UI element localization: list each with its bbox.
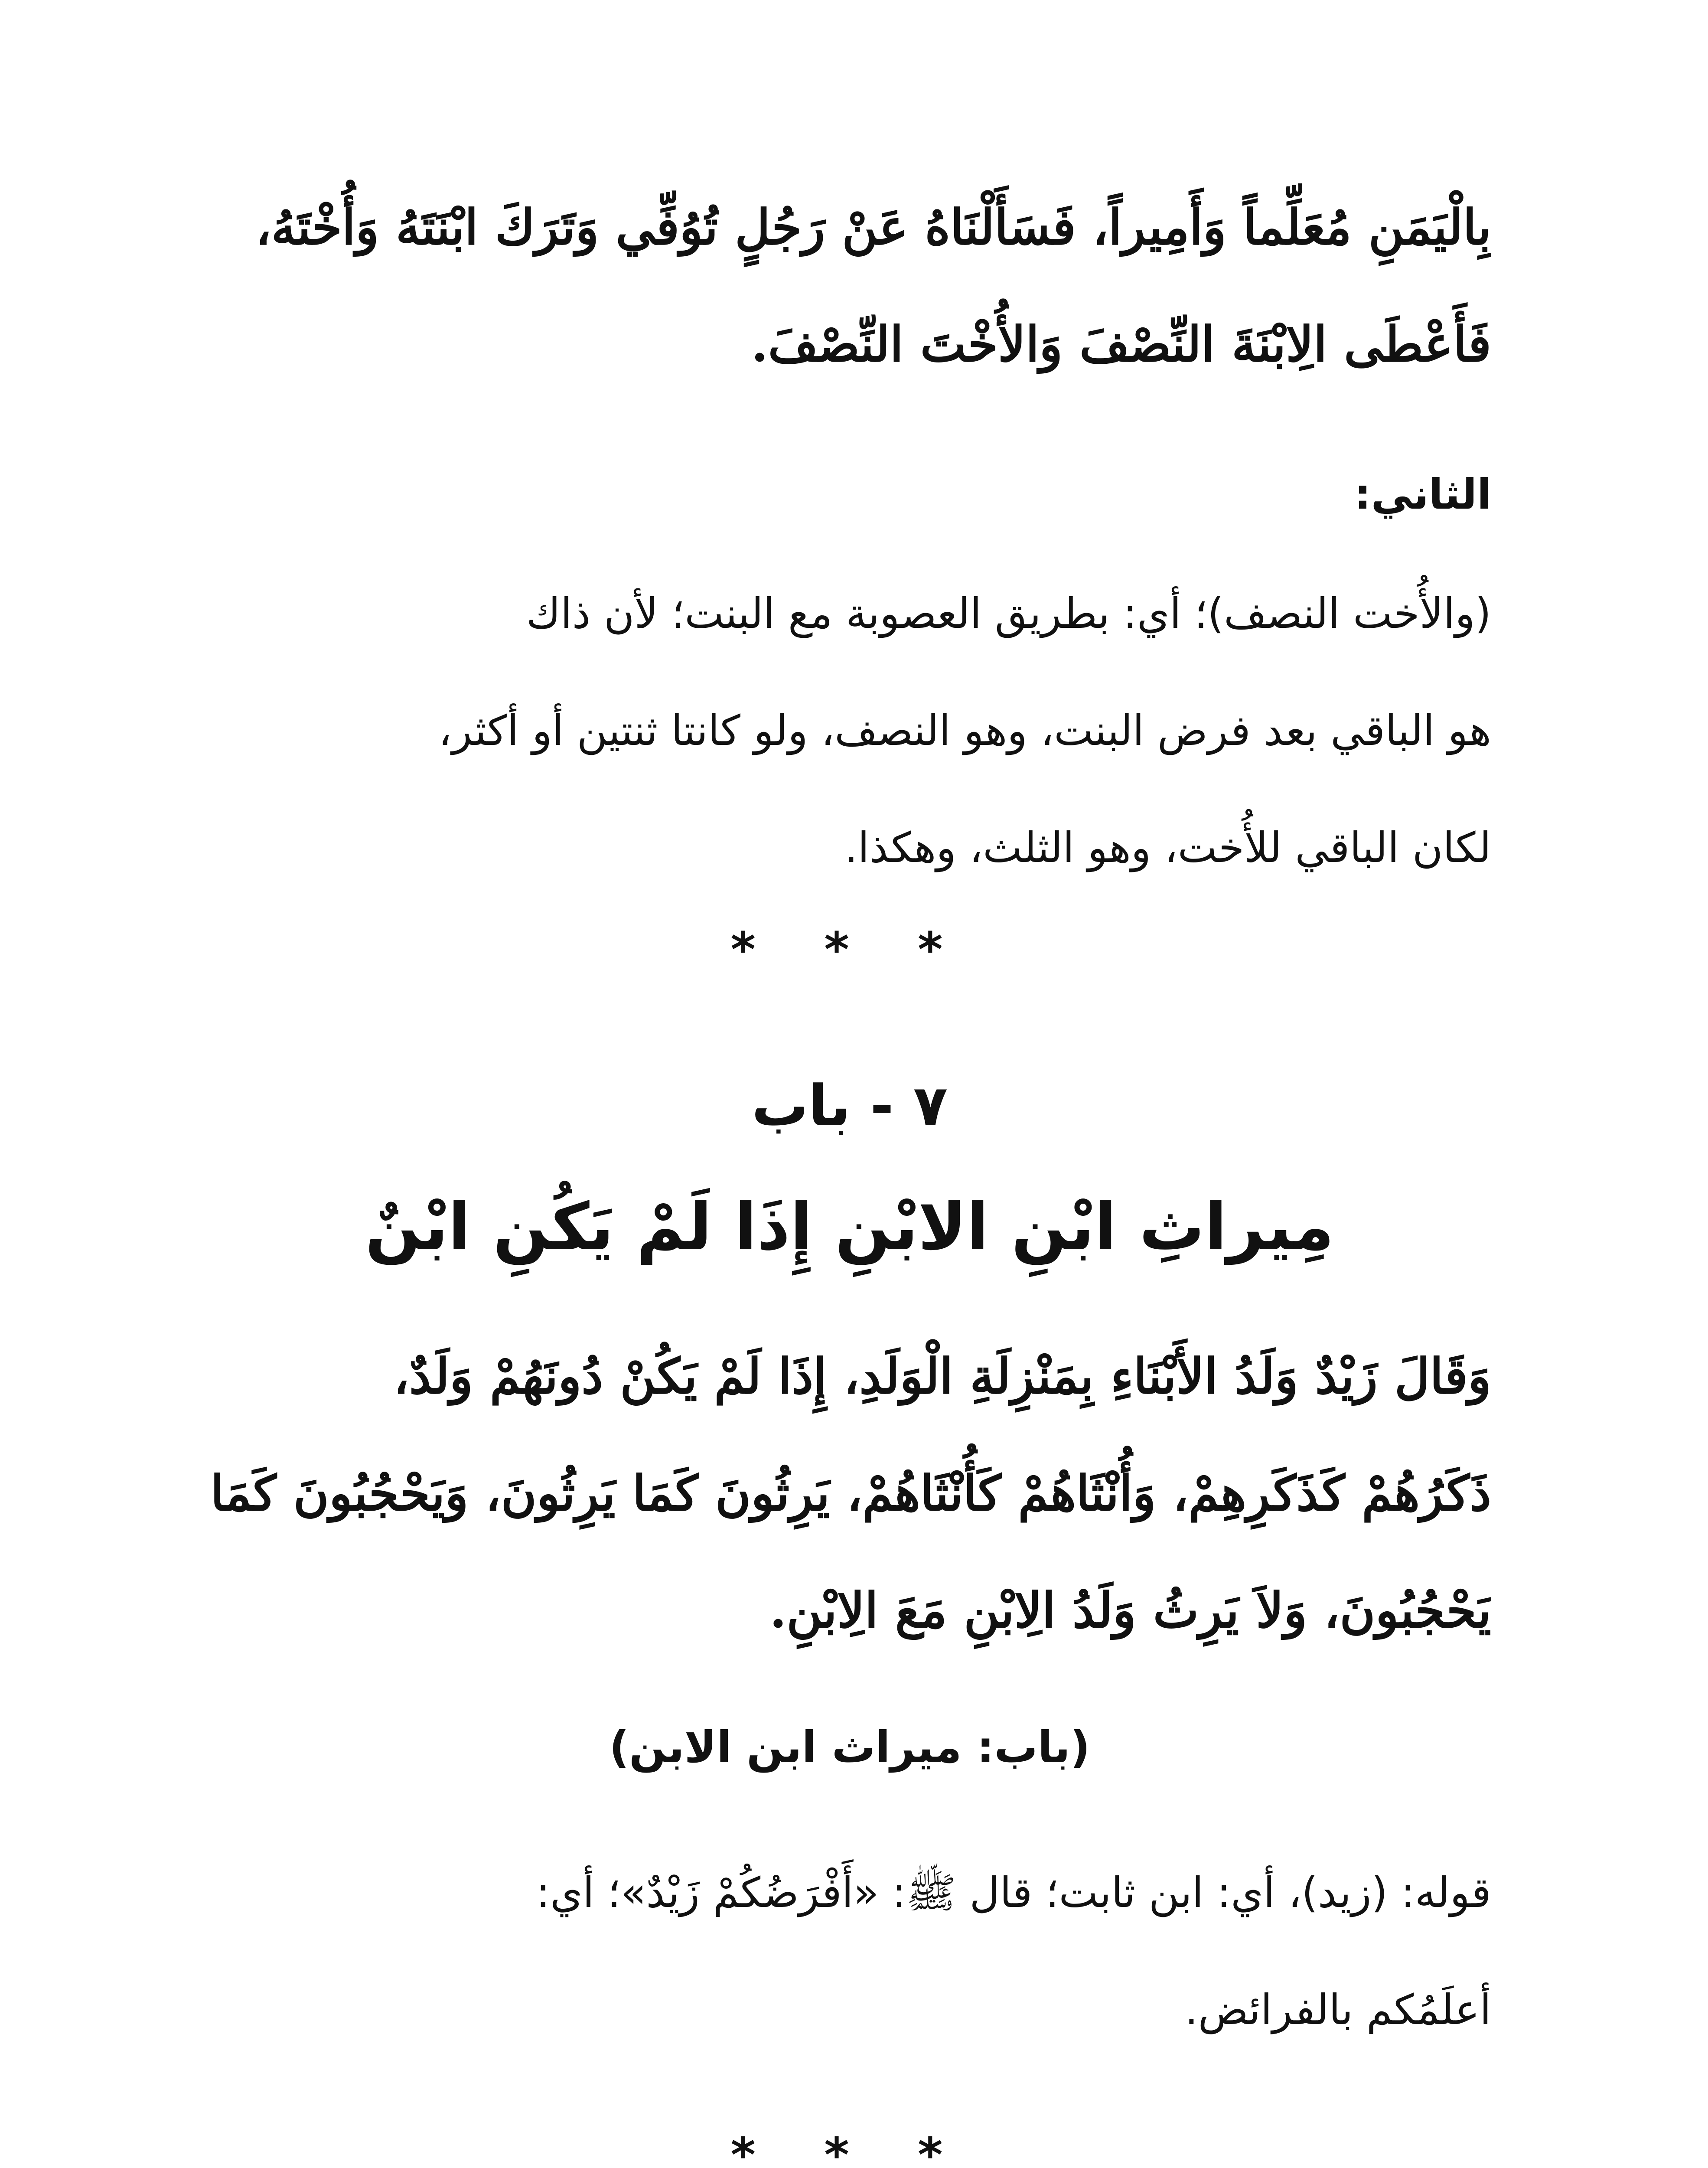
commentary-line: قوله: (زيد)، أي: ابن ثابت؛ قال ﷺ: «أَفْرَضُكُمْ زَيْدٌ»؛ أي:: [536, 1868, 1491, 1917]
commentary-line: هو الباقي بعد فرض البنت، وهو النصف، ولو كانتا ثنتين أو أكثر،: [438, 706, 1491, 755]
second-note-label: الثاني:: [1354, 470, 1491, 519]
zayd-statement-text: [208, 1318, 1491, 1669]
statement-line: ذَكَرُهُمْ كَذَكَرِهِمْ، وَأُنْثَاهُمْ كَأُنْثَاهُمْ، يَرِثُونَ كَمَا يَرِثُونَ، وَيَحْجُبُونَ كَمَا: [210, 1465, 1491, 1522]
section-separator: * * *: [730, 922, 969, 977]
commentary-heading: (باب: ميراث ابن الابن): [609, 1722, 1090, 1773]
statement-line: وَقَالَ زَيْدٌ وَلَدُ الأَبْنَاءِ بِمَنْزِلَةِ الْوَلَدِ، إِذَا لَمْ يَكُنْ دُونَهُمْ وَلَدٌ،: [393, 1348, 1491, 1405]
chapter-title: مِيراثِ ابْنِ الابْنِ إِذَا لَمْ يَكُنِ ابْنٌ: [365, 1189, 1334, 1265]
commentary-line: أعلَمُكم بالفرائض.: [1185, 1985, 1491, 2034]
opening-hadith-text: [208, 169, 1491, 403]
commentary-line: (والأُخت النصف)؛ أي: بطريق العصوبة مع البنت؛ لأن ذاك: [526, 589, 1491, 638]
statement-line: يَحْجُبُونَ، وَلاَ يَرِثُ وَلَدُ الِابْنِ مَعَ الِابْنِ.: [769, 1582, 1491, 1639]
second-note-text: [208, 555, 1491, 906]
hadith-line: بِالْيَمَنِ مُعَلِّماً وَأَمِيراً، فَسَأَلْنَاهُ عَنْ رَجُلٍ تُوُفِّي وَتَرَكَ ابْنَتَهُ وَأُخْتَهُ،: [255, 199, 1491, 256]
chapter-number: ٧ - باب: [751, 1073, 948, 1139]
commentary-text: [208, 1834, 1491, 2068]
hadith-line: فَأَعْطَى الِابْنَةَ النِّصْفَ وَالأُخْتَ النِّصْفَ.: [751, 316, 1491, 373]
commentary-line: لكان الباقي للأُخت، وهو الثلث، وهكذا.: [844, 823, 1491, 872]
section-separator: * * *: [730, 2127, 969, 2168]
